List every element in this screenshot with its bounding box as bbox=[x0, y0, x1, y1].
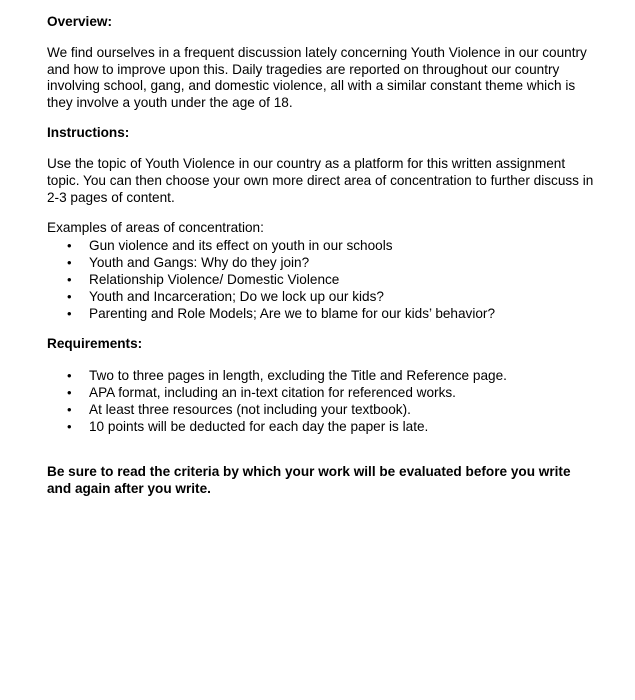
bullet-icon: • bbox=[67, 384, 72, 400]
list-item bbox=[47, 237, 595, 254]
examples-intro: Examples of areas of concentration: bbox=[47, 220, 264, 236]
list-item bbox=[47, 305, 595, 322]
list-item bbox=[47, 418, 595, 435]
bullet-icon: • bbox=[67, 418, 72, 434]
closing-note: Be sure to read the criteria by which your work will be evaluated before you write and again after you write. bbox=[47, 463, 571, 496]
list-item bbox=[47, 367, 595, 384]
bullet-icon: • bbox=[67, 401, 72, 417]
list-item-text: Gun violence and its effect on youth in our schools bbox=[89, 237, 393, 253]
list-item-text: 10 points will be deducted for each day the paper is late. bbox=[89, 418, 429, 434]
requirements-list bbox=[47, 367, 595, 435]
list-item-text: APA format, including an in-text citation for referenced works. bbox=[89, 384, 456, 400]
list-item bbox=[47, 288, 595, 305]
bullet-icon: • bbox=[67, 237, 72, 253]
bullet-icon: • bbox=[67, 367, 72, 383]
list-item-text: Parenting and Role Models; Are we to blame for our kids’ behavior? bbox=[89, 305, 496, 321]
examples-list bbox=[47, 237, 595, 322]
bullet-icon: • bbox=[67, 288, 72, 304]
overview-heading: Overview: bbox=[47, 14, 112, 29]
bullet-icon: • bbox=[67, 271, 72, 287]
requirements-heading: Requirements: bbox=[47, 335, 143, 351]
overview-paragraph: We find ourselves in a frequent discussion lately concerning Youth Violence in our country and how to improve upon this. Daily tragedies are reported on throughout our country involving school, gang, and domestic violence, all with a similar constant theme which is they involve a youth under the age of 18. bbox=[47, 45, 587, 110]
list-item-text: Two to three pages in length, excluding the Title and Reference page. bbox=[89, 367, 507, 383]
bullet-icon: • bbox=[67, 305, 72, 321]
list-item bbox=[47, 254, 595, 271]
list-item-text: At least three resources (not including your textbook). bbox=[89, 401, 411, 417]
instructions-paragraph: Use the topic of Youth Violence in our country as a platform for this written assignment topic. You can then choose your own more direct area of concentration to further discuss in 2-3 pages of content. bbox=[47, 156, 594, 205]
list-item-text: Youth and Incarceration; Do we lock up our kids? bbox=[89, 288, 384, 304]
list-item-text: Youth and Gangs: Why do they join? bbox=[89, 254, 310, 270]
instructions-heading: Instructions: bbox=[47, 125, 130, 141]
list-item bbox=[47, 384, 595, 401]
list-item bbox=[47, 271, 595, 288]
list-item-text: Relationship Violence/ Domestic Violence bbox=[89, 271, 340, 287]
bullet-icon: • bbox=[67, 254, 72, 270]
assignment-document bbox=[47, 13, 595, 510]
list-item bbox=[47, 401, 595, 418]
